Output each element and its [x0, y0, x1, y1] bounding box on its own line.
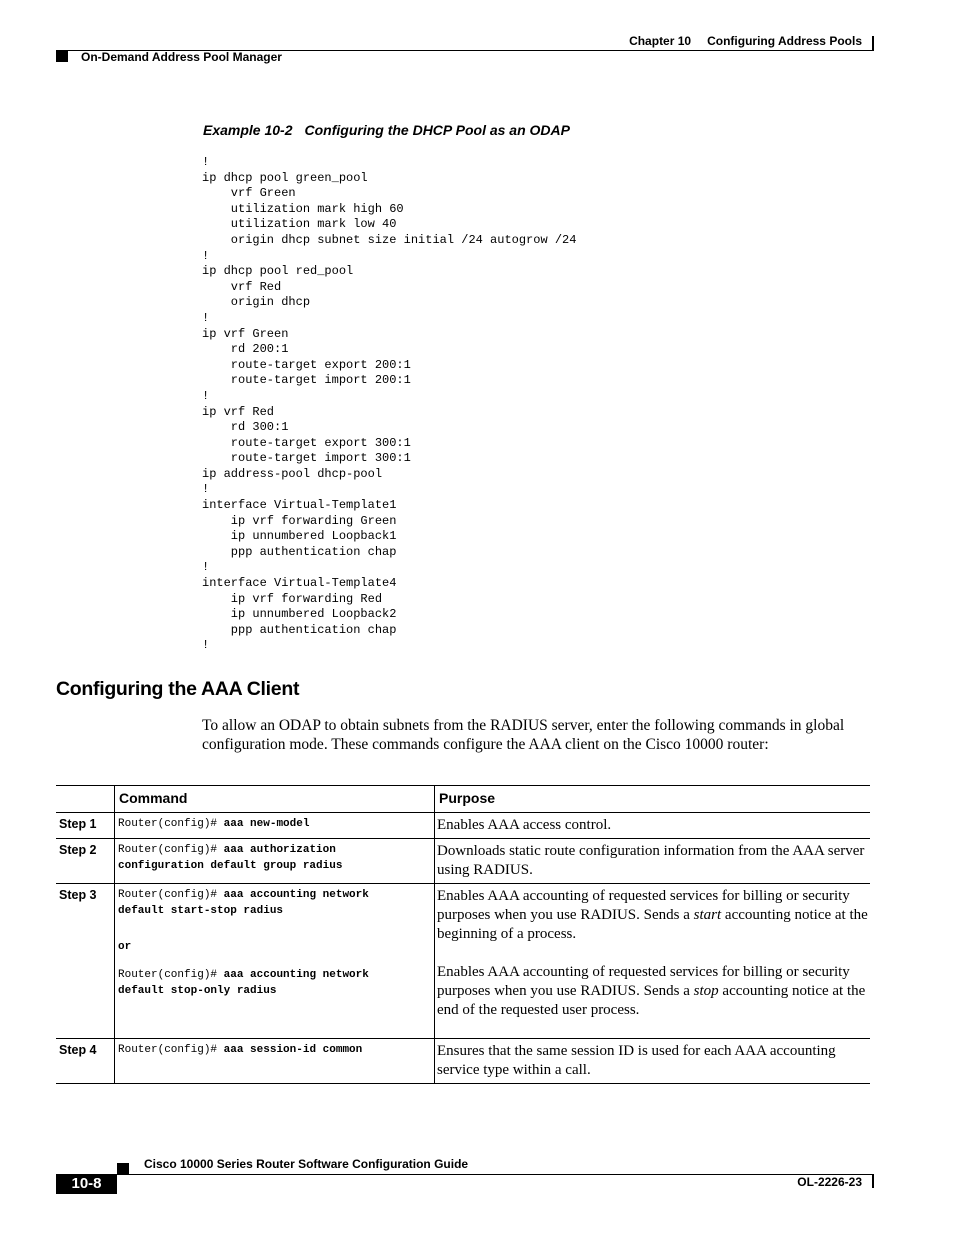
chapter-number: Chapter 10	[629, 34, 692, 48]
code-line: ip unnumbered Loopback2	[202, 607, 397, 622]
cli-command: aaa authorization	[223, 844, 336, 856]
step-label: Step 3	[59, 888, 97, 902]
command-text	[115, 1039, 434, 1061]
code-line: !	[202, 560, 210, 575]
code-line: ppp authentication chap	[202, 622, 397, 637]
purpose-header-cell	[434, 786, 870, 812]
code-line: !	[202, 310, 210, 325]
example-number: Example 10-2	[203, 122, 293, 138]
cli-prompt: Router(config)#	[118, 1044, 218, 1056]
table-row-step-1	[56, 812, 870, 838]
footer-guide-title: Cisco 10000 Series Router Software Configuration Guide	[144, 1157, 469, 1171]
code-line: ip address-pool dhcp-pool	[202, 466, 383, 481]
code-line: route-target export 200:1	[202, 357, 411, 372]
code-line: vrf Red	[202, 279, 282, 294]
code-line: vrf Green	[202, 186, 296, 201]
code-line: ip vrf forwarding Green	[202, 513, 397, 528]
step-label: Step 4	[59, 1043, 97, 1057]
table-row-step-2	[56, 838, 870, 883]
cli-prompt: Router(config)#	[118, 969, 218, 981]
purpose-text-part: Enables AAA accounting of requested services for billing or security purposes when you use RADIUS. Sends a	[437, 888, 850, 923]
code-line: interface Virtual-Template4	[202, 576, 397, 591]
or-separator	[115, 936, 434, 958]
chapter-title: Configuring Address Pools	[707, 34, 862, 48]
cli-command: aaa accounting network	[223, 969, 369, 981]
section-heading: Configuring the AAA Client	[56, 678, 300, 700]
running-header-chapter	[629, 34, 862, 48]
command-table	[56, 785, 870, 1084]
command-text-alternate	[115, 964, 434, 1002]
example-title: Configuring the DHCP Pool as an ODAP	[304, 122, 570, 138]
command-header-cell	[114, 786, 434, 812]
code-line: !	[202, 638, 210, 653]
purpose-text-part: accounting notice at the beginning of a process.	[437, 907, 868, 942]
command-column-header: Command	[119, 790, 188, 806]
purpose-column-header: Purpose	[439, 790, 496, 806]
command-text	[115, 813, 434, 835]
cli-command-continued: default start-stop radius	[118, 905, 284, 917]
code-line: !	[202, 155, 210, 169]
step-label: Step 1	[59, 817, 97, 831]
footer-square-marker	[117, 1163, 129, 1174]
cli-command: aaa session-id common	[223, 1044, 363, 1056]
code-line: interface Virtual-Template1	[202, 498, 397, 513]
command-text	[115, 884, 434, 922]
cli-command: aaa new-model	[223, 818, 310, 830]
cli-command: aaa accounting network	[223, 889, 369, 901]
code-line: ip dhcp pool green_pool	[202, 170, 368, 185]
cli-command-continued: default stop-only radius	[118, 985, 277, 997]
code-line: utilization mark high 60	[202, 201, 404, 216]
purpose-text-alternate	[435, 960, 870, 1023]
code-line: rd 200:1	[202, 342, 289, 357]
purpose-emphasis: start	[693, 907, 722, 923]
code-line: ip vrf Green	[202, 326, 289, 341]
purpose-text-part: accounting notice at the end of the requested user process.	[437, 983, 866, 1018]
intro-paragraph: To allow an ODAP to obtain subnets from the RADIUS server, enter the following commands in global configuration mode. These commands configure the AAA client on the Cisco 10000 router:	[202, 717, 845, 753]
purpose-text-part: Enables AAA accounting of requested services for billing or security purposes when you use RADIUS. Sends a	[437, 964, 850, 999]
header-tick-mark	[872, 36, 874, 50]
command-text	[115, 839, 434, 877]
code-line: rd 300:1	[202, 420, 289, 435]
cli-prompt: Router(config)#	[118, 844, 218, 856]
table-header-row	[56, 785, 870, 812]
page-number: 10-8	[56, 1174, 117, 1194]
purpose-emphasis: stop	[693, 983, 719, 999]
code-line: ip dhcp pool red_pool	[202, 264, 354, 279]
cli-command-continued: configuration default group radius	[118, 860, 343, 872]
purpose-text: Ensures that the same session ID is used for each AAA accounting service type within a call.	[437, 1043, 836, 1078]
purpose-text: Enables AAA access control.	[437, 817, 612, 833]
or-label: or	[118, 941, 132, 953]
code-line: ip unnumbered Loopback1	[202, 529, 397, 544]
table-row-step-4	[56, 1038, 870, 1084]
cli-prompt: Router(config)#	[118, 889, 218, 901]
footer-tick-mark	[872, 1175, 874, 1188]
code-line: ip vrf Red	[202, 404, 275, 419]
code-line: !	[202, 482, 210, 497]
code-line: ppp authentication chap	[202, 544, 397, 559]
code-line: ip vrf forwarding Red	[202, 591, 383, 606]
code-line: route-target export 300:1	[202, 435, 411, 450]
running-header-section: On-Demand Address Pool Manager	[81, 50, 282, 64]
table-row-step-3	[56, 883, 870, 1038]
step-label: Step 2	[59, 843, 97, 857]
example-caption	[203, 122, 570, 138]
code-line: !	[202, 388, 210, 403]
purpose-text	[435, 884, 870, 947]
document-number: OL-2226-23	[797, 1175, 862, 1189]
code-line: route-target import 300:1	[202, 451, 411, 466]
footer-rule	[117, 1174, 874, 1175]
code-line: route-target import 200:1	[202, 373, 411, 388]
code-example-block	[202, 155, 576, 654]
cli-prompt: Router(config)#	[118, 818, 218, 830]
code-line: origin dhcp subnet size initial /24 autogrow /24	[202, 232, 577, 247]
purpose-text: Downloads static route configuration information from the AAA server using RADIUS.	[437, 843, 865, 878]
code-line: origin dhcp	[202, 295, 311, 310]
header-square-marker	[56, 51, 68, 62]
code-line: utilization mark low 40	[202, 217, 397, 232]
code-line: !	[202, 248, 210, 263]
